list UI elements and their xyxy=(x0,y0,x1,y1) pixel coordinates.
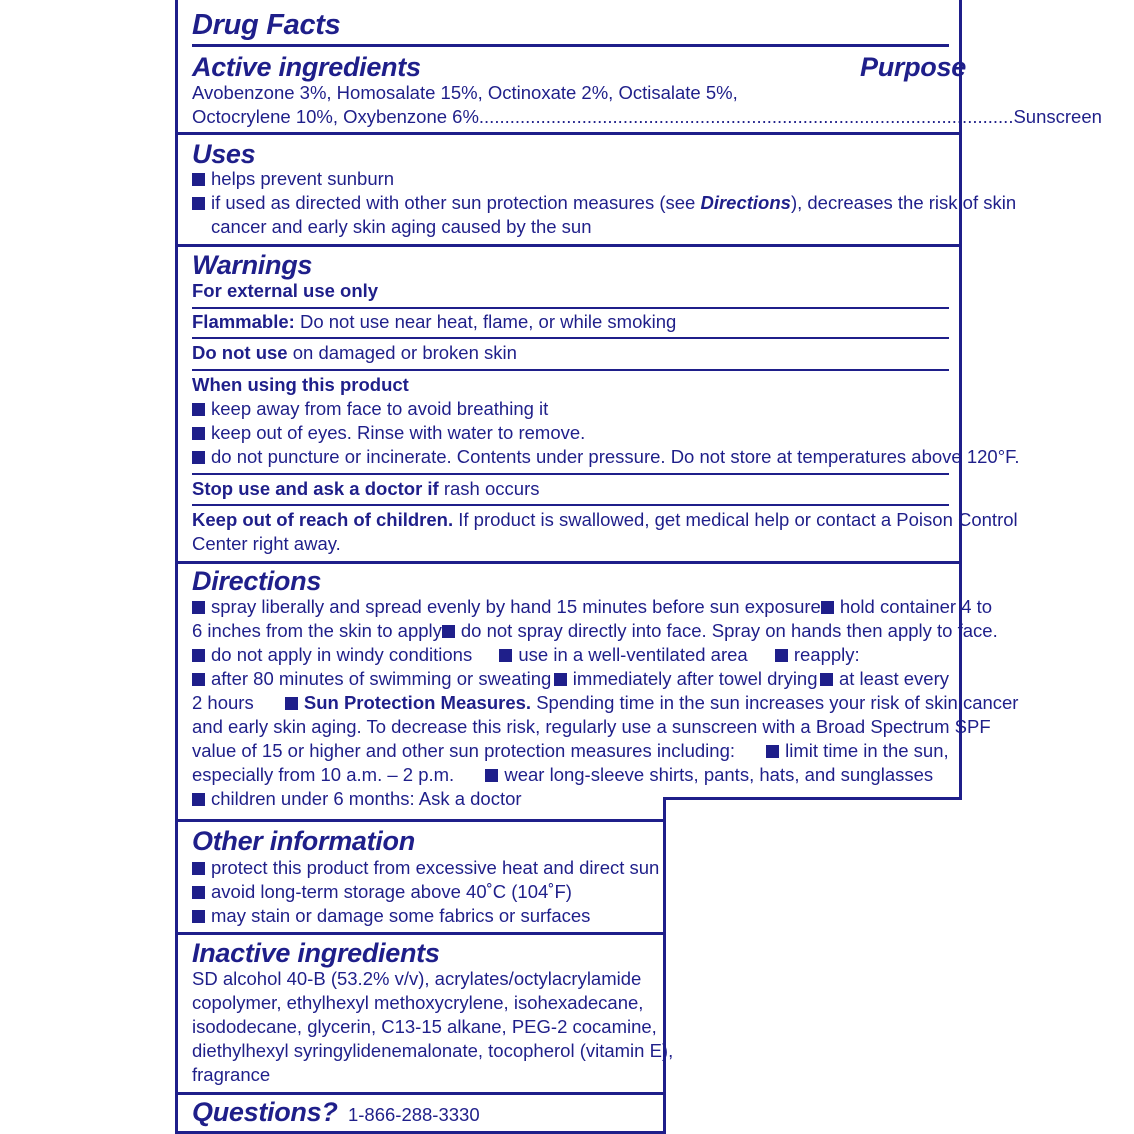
directions-item: at least every xyxy=(820,667,949,691)
flammable-warning xyxy=(192,310,676,334)
other-information-heading: Other information xyxy=(192,826,415,856)
bullet-square-icon xyxy=(192,862,205,875)
directions-line xyxy=(192,763,933,787)
directions-line xyxy=(192,691,1018,715)
when-using-label: When using this product xyxy=(192,374,409,395)
bullet-square-icon xyxy=(554,673,567,686)
bullet-square-icon xyxy=(775,649,788,662)
directions-item: do not apply in windy conditions xyxy=(192,644,472,665)
bullet-square-icon xyxy=(192,451,205,464)
stop-use-label: Stop use and ask a doctor if xyxy=(192,478,439,499)
inactive-ingredients-line: isododecane, glycerin, C13-15 alkane, PEG-2 cocamine, xyxy=(192,1016,657,1037)
directions-line: and early skin aging. To decrease this risk, regularly use a sunscreen with a Broad Spectrum SPF xyxy=(192,716,991,737)
sun-protection-label: Sun Protection Measures. xyxy=(303,692,532,713)
section-divider xyxy=(178,244,959,247)
when-using-text: keep out of eyes. Rinse with water to remove. xyxy=(211,422,586,443)
active-ingredients-line xyxy=(192,105,1102,129)
other-info-item: protect this product from excessive heat and direct sun xyxy=(192,856,659,880)
divider xyxy=(192,504,949,506)
questions-heading: Questions? xyxy=(192,1097,338,1127)
directions-item: immediately after towel drying xyxy=(554,667,818,691)
directions-item: 6 inches from the skin to apply xyxy=(192,620,442,641)
other-info-item: may stain or damage some fabrics or surfaces xyxy=(192,904,590,928)
purpose-value: Sunscreen xyxy=(1013,106,1102,127)
directions-item: especially from 10 a.m. – 2 p.m. xyxy=(192,764,455,785)
divider xyxy=(192,337,949,339)
divider xyxy=(192,369,949,371)
questions-row xyxy=(192,1097,480,1127)
keep-out-text-continued: Center right away. xyxy=(192,533,341,554)
uses-item xyxy=(192,191,1016,215)
bullet-square-icon xyxy=(766,745,779,758)
external-use-label: For external use only xyxy=(192,280,379,301)
other-info-item: avoid long-term storage above 40˚C (104˚F) xyxy=(192,880,572,904)
flammable-label: Flammable: xyxy=(192,311,295,332)
directions-item: do not spray directly into face. Spray on hands then apply to face. xyxy=(442,619,998,643)
keep-out-text: If product is swallowed, get medical help or contact a Poison Control xyxy=(453,509,1018,530)
divider xyxy=(192,473,949,475)
directions-heading: Directions xyxy=(192,566,322,596)
page-title: Drug Facts xyxy=(192,9,341,41)
bullet-square-icon xyxy=(192,673,205,686)
warnings-heading: Warnings xyxy=(192,250,313,280)
bullet-square-icon xyxy=(192,886,205,899)
bullet-square-icon xyxy=(285,697,298,710)
keep-out-warning xyxy=(192,508,1018,532)
directions-line xyxy=(192,787,522,811)
uses-item xyxy=(192,167,394,191)
directions-item: reapply: xyxy=(775,644,860,665)
active-ingredients-line: Avobenzone 3%, Homosalate 15%, Octinoxate 2%, Octisalate 5%, xyxy=(192,82,738,103)
directions-item: spray liberally and spread evenly by hand 15 minutes before sun exposure xyxy=(192,595,821,619)
directions-item: 2 hours xyxy=(192,692,254,713)
directions-reference: Directions xyxy=(700,192,791,213)
directions-item: limit time in the sun, xyxy=(766,740,948,761)
inactive-ingredients-line: fragrance xyxy=(192,1064,271,1085)
active-ingredients-heading: Active ingredients xyxy=(192,52,421,82)
directions-line xyxy=(192,667,949,691)
do-not-use-text: on damaged or broken skin xyxy=(287,342,517,363)
directions-item: Sun Protection Measures. Spending time in the sun increases your risk of skin cancer xyxy=(285,692,1019,713)
stop-use-warning xyxy=(192,477,539,501)
do-not-use-warning xyxy=(192,341,517,365)
directions-line xyxy=(192,619,998,643)
inactive-ingredients-line: SD alcohol 40-B (53.2% v/v), acrylates/octylacrylamide xyxy=(192,968,642,989)
when-using-text: keep away from face to avoid breathing it xyxy=(211,398,549,419)
bullet-square-icon xyxy=(192,910,205,923)
inactive-ingredients-line: copolymer, ethylhexyl methoxycrylene, isohexadecane, xyxy=(192,992,644,1013)
bullet-square-icon xyxy=(192,649,205,662)
inactive-ingredients-line: diethylhexyl syringylidenemalonate, tocopherol (vitamin E), xyxy=(192,1040,674,1061)
uses-item-text: if used as directed with other sun protection measures (see xyxy=(211,192,701,213)
section-divider xyxy=(178,819,663,822)
section-divider xyxy=(178,132,959,135)
section-divider xyxy=(178,1092,663,1095)
directions-line xyxy=(192,739,949,763)
purpose-heading: Purpose xyxy=(860,52,966,82)
active-ingredients-text: Octocrylene 10%, Oxybenzone 6% xyxy=(192,106,479,127)
bullet-square-icon xyxy=(192,601,205,614)
uses-item-text: helps prevent sunburn xyxy=(211,168,395,189)
section-divider xyxy=(178,561,959,564)
stop-use-text: rash occurs xyxy=(438,478,540,499)
bullet-square-icon xyxy=(192,793,205,806)
directions-item: use in a well-ventilated area xyxy=(499,644,747,665)
bullet-square-icon xyxy=(192,173,205,186)
phone-number: 1-866-288-3330 xyxy=(347,1104,480,1125)
directions-item: after 80 minutes of swimming or sweating xyxy=(192,667,551,691)
when-using-text: do not puncture or incinerate. Contents under pressure. Do not store at temperatures above 120°F. xyxy=(211,446,1020,467)
uses-heading: Uses xyxy=(192,139,256,169)
bullet-square-icon xyxy=(820,673,833,686)
directions-item: hold container 4 to xyxy=(821,595,992,619)
directions-item: children under 6 months: Ask a doctor xyxy=(211,788,522,809)
directions-line xyxy=(192,643,860,667)
bullet-square-icon xyxy=(192,427,205,440)
bullet-square-icon xyxy=(821,601,834,614)
uses-item-continued: cancer and early skin aging caused by the sun xyxy=(211,216,592,237)
uses-item-text: ), decreases the risk of skin xyxy=(790,192,1017,213)
do-not-use-label: Do not use xyxy=(192,342,288,363)
inactive-ingredients-heading: Inactive ingredients xyxy=(192,938,440,968)
divider xyxy=(192,44,949,47)
bullet-square-icon xyxy=(442,625,455,638)
keep-out-label: Keep out of reach of children. xyxy=(192,509,454,530)
when-using-item xyxy=(192,421,585,445)
directions-line xyxy=(192,595,993,619)
divider xyxy=(192,307,949,309)
flammable-text: Do not use near heat, flame, or while smoking xyxy=(294,311,677,332)
when-using-item xyxy=(192,397,548,421)
bullet-square-icon xyxy=(192,403,205,416)
section-divider xyxy=(178,932,663,935)
when-using-item xyxy=(192,445,1020,469)
directions-item: value of 15 or higher and other sun protection measures including: xyxy=(192,740,736,761)
bullet-square-icon xyxy=(485,769,498,782)
directions-item: wear long-sleeve shirts, pants, hats, and sunglasses xyxy=(485,764,933,785)
bullet-square-icon xyxy=(499,649,512,662)
bullet-square-icon xyxy=(192,197,205,210)
leader-dots: ........................................................................................................ xyxy=(478,106,1014,127)
